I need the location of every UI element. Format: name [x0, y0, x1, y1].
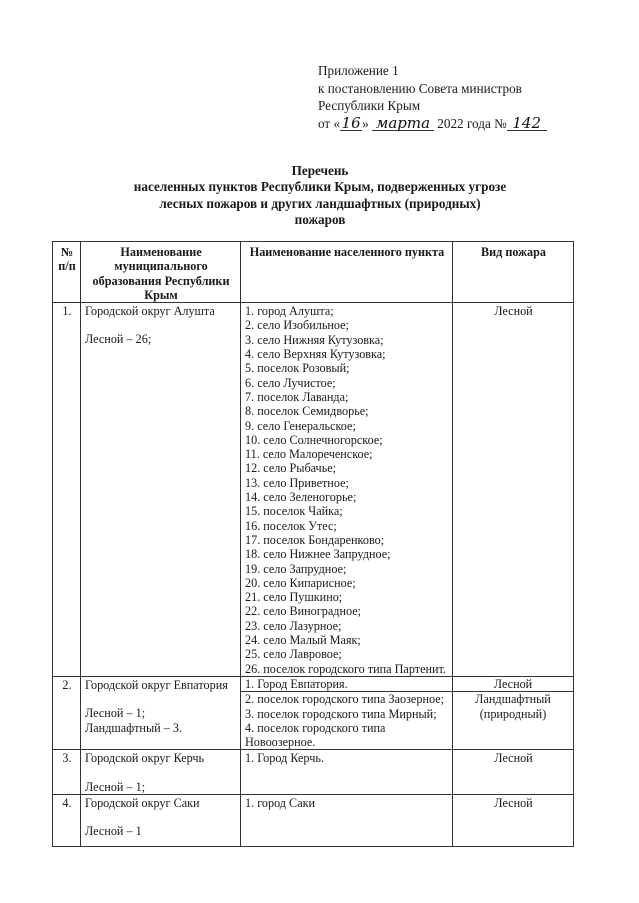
row-number: 1.: [53, 303, 81, 677]
appendix-block: [318, 62, 547, 132]
fire-type: Лесной: [493, 676, 533, 691]
appendix-republic-line: Республики Крым: [318, 98, 421, 113]
municipality-cell: [81, 676, 241, 749]
municipality-name: Городской округ Керчь: [85, 751, 205, 766]
table-header-row: [53, 242, 574, 303]
date-quote-close: »: [362, 115, 369, 131]
list-item: 1. Город Керчь.: [245, 751, 324, 766]
list-item: 2. село Изобильное;: [245, 318, 349, 333]
title-line-2: населенных пунктов Республики Крым, подверженных угрозе: [133, 179, 507, 195]
list-item: 19. село Запрудное;: [245, 561, 347, 576]
handwritten-day: 16: [341, 113, 361, 132]
fire-type: Лесной: [453, 794, 574, 846]
municipality-cell: [81, 750, 241, 795]
fire-count: Лесной – 26;: [85, 332, 152, 347]
list-item: 20. село Кипарисное;: [245, 575, 356, 590]
list-item: 25. село Лавровое;: [245, 647, 342, 662]
list-item: 15. поселок Чайка;: [245, 504, 343, 519]
list-item: 12. село Рыбачье;: [245, 461, 337, 476]
handwritten-month: марта: [372, 116, 434, 131]
list-item: 1. Город Евпатория.: [245, 676, 348, 691]
list-item: 16. поселок Утес;: [245, 518, 337, 533]
list-item: 14. село Зеленогорье;: [245, 490, 357, 505]
settlements-table: [52, 241, 574, 847]
fire-type: Лесной: [453, 303, 574, 677]
fire-count: Ландшафтный – 3.: [85, 720, 182, 735]
list-item: 10. село Солнечногорское;: [245, 432, 383, 447]
municipality-cell: [81, 794, 241, 846]
settlement-list: [241, 303, 453, 677]
municipality-cell: [81, 303, 241, 677]
fire-count: Лесной – 1;: [85, 779, 146, 794]
list-item: 8. поселок Семидворье;: [245, 404, 369, 419]
list-item: 6. село Лучистое;: [245, 375, 336, 390]
list-item: 2. поселок городского типа Заозерное;: [245, 692, 444, 707]
table-row: [53, 676, 574, 749]
table-row: [53, 750, 574, 795]
row-number: 3.: [53, 750, 81, 795]
fire-count: Лесной – 1;: [85, 706, 146, 721]
table-row: [53, 303, 574, 677]
list-item: 24. село Малый Маяк;: [245, 633, 361, 648]
list-item: 22. село Виноградное;: [245, 604, 362, 619]
list-item: 1. город Саки: [245, 795, 316, 810]
fire-type-cell: [453, 676, 574, 749]
title-line-1: Перечень: [291, 163, 349, 178]
municipality-name: Городской округ Саки: [85, 795, 200, 810]
appendix-title: Приложение 1: [318, 63, 399, 78]
fire-type: Лесной: [453, 750, 574, 795]
list-item: 23. село Лазурное;: [245, 618, 342, 633]
settlement-list: [241, 676, 453, 749]
header-settlement: Наименование населенного пункта: [241, 242, 453, 303]
list-item: 1. город Алушта;: [245, 304, 334, 319]
list-item: 3. поселок городского типа Мирный;: [245, 706, 437, 721]
list-item: 7. поселок Лаванда;: [245, 389, 349, 404]
municipality-name: Городской округ Алушта: [85, 304, 215, 319]
list-item: 4. село Верхняя Кутузовка;: [245, 347, 386, 362]
list-item: 9. село Генеральское;: [245, 418, 356, 433]
fire-type: Ландшафтный (природный): [453, 691, 573, 721]
list-item: 26. поселок городского типа Партенит.: [245, 661, 446, 676]
list-item: 21. село Пушкино;: [245, 590, 343, 605]
year-text: 2022 года №: [437, 115, 507, 131]
row-number: 2.: [53, 676, 81, 749]
fire-count: Лесной – 1: [85, 824, 142, 839]
header-fire-type: Вид пожара: [453, 242, 574, 303]
list-item: 11. село Малореченское;: [245, 447, 373, 462]
header-municipality: Наименование муниципального образования Республики Крым: [81, 242, 241, 303]
list-item: 3. село Нижняя Кутузовка;: [245, 332, 384, 347]
appendix-resolution-line: к постановлению Совета министров: [318, 80, 522, 96]
settlement-group: [241, 691, 452, 749]
row-number: 4.: [53, 794, 81, 846]
title-line-3: лесных пожаров и других ландшафтных (природных): [159, 195, 481, 211]
settlement-list: [241, 750, 453, 795]
appendix-date-line: [318, 115, 547, 133]
document-title: [80, 163, 560, 229]
table-row: [53, 794, 574, 846]
list-item: 17. поселок Бондаренково;: [245, 532, 385, 547]
list-item: 5. поселок Розовый;: [245, 361, 350, 376]
municipality-name: Городской округ Евпатория: [85, 677, 228, 692]
settlement-group: [241, 677, 452, 691]
title-line-4: пожаров: [294, 212, 346, 228]
settlement-list: [241, 794, 453, 846]
list-item: 4. поселок городского типа Новоозерное.: [245, 720, 386, 750]
list-item: 13. село Приветное;: [245, 475, 349, 490]
date-prefix: от «: [318, 115, 341, 131]
list-item: 18. село Нижнее Запрудное;: [245, 547, 391, 562]
handwritten-number: 142: [507, 116, 547, 131]
header-num: № п/п: [53, 242, 81, 303]
